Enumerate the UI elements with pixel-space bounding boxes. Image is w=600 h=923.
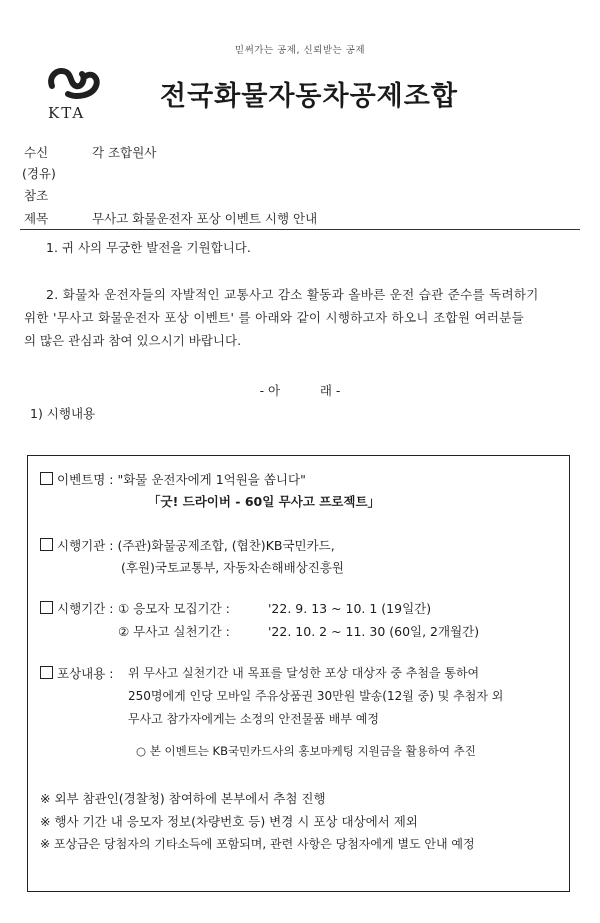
checkbox-icon: [40, 601, 53, 614]
period-1-value: '22. 9. 13 ~ 10. 1 (19일간): [268, 601, 432, 616]
section-1-heading: 1) 시행내용: [30, 406, 96, 421]
reward-line-1: 위 무사고 실천기간 내 목표를 달성한 포상 대상자 중 추첨을 통하여: [128, 666, 480, 680]
period-label: 시행기간 :: [57, 601, 114, 616]
agency-row: [40, 536, 335, 554]
organization-name: 전국화물자동차공제조합: [160, 81, 458, 112]
paragraph-2-line-2: 위한 '무사고 화물운전자 포상 이벤트' 를 아래와 같이 시행하고자 하오니 조합원 여러분들: [24, 310, 524, 325]
reward-line-3: 무사고 참가자에게는 소정의 안전물품 배부 예정: [128, 712, 379, 726]
period-2-label: ② 무사고 실천기간 :: [118, 624, 230, 639]
event-name-row: [40, 470, 306, 488]
note-3: ※ 포상금은 당첨자의 기타소득에 포함되며, 관련 사항은 당첨자에게 별도 안내 예정: [40, 837, 475, 851]
checkbox-icon: [40, 538, 53, 551]
paragraph-2-line-3: 의 많은 관심과 참여 있으시기 바랍니다.: [24, 333, 242, 348]
via-label: (경유): [22, 166, 56, 181]
checkbox-icon: [40, 666, 53, 679]
checkbox-icon: [40, 472, 53, 485]
note-1: ※ 외부 참관인(경찰청) 참여하에 본부에서 추첨 진행: [40, 791, 326, 806]
letterhead-slogan: 믿써가는 공제, 신뢰받는 공제: [234, 45, 366, 56]
subject-value: 무사고 화물운전자 포상 이벤트 시행 안내: [92, 211, 318, 226]
recipient-value: 각 조합원사: [92, 145, 157, 160]
reward-label: 포상내용 :: [57, 666, 114, 681]
reference-label: 참조: [24, 188, 49, 203]
paragraph-1: 1. 귀 사의 무궁한 발전을 기원합니다.: [46, 240, 251, 255]
reward-line-2: 250명에게 인당 모바일 주유상품권 30만원 발송(12월 중) 및 추첨자 외: [128, 689, 504, 703]
agency-line-2: (후원)국토교통부, 자동차손해배상진흥원: [121, 560, 344, 575]
below-heading: - 아 래 -: [259, 383, 341, 398]
event-project-title: 「굿! 드라이버 - 60일 무사고 프로젝트」: [148, 494, 381, 509]
note-2: ※ 행사 기간 내 응모자 정보(차량번호 등) 변경 시 포상 대상에서 제외: [40, 814, 418, 829]
logo-text: KTA: [48, 104, 86, 122]
event-name-label: 이벤트명 :: [57, 472, 114, 487]
period-2-value: '22. 10. 2 ~ 11. 30 (60일, 2개월간): [268, 624, 480, 639]
kta-logo: [46, 64, 102, 122]
paragraph-2-line-1: 2. 화물차 운전자들의 자발적인 교통사고 감소 활동과 올바른 운전 습관 준수를 독려하기: [46, 287, 539, 302]
agency-label: 시행기관 :: [57, 538, 114, 553]
period-1-label: ① 응모자 모집기간 :: [118, 601, 230, 616]
subject-label: 제목: [24, 211, 49, 226]
reward-note: ○ 본 이벤트는 KB국민카드사의 홍보마케팅 지원금을 활용하여 추진: [136, 744, 476, 758]
agency-line-1: (주관)화물공제조합, (협찬)KB국민카드,: [117, 538, 335, 553]
event-name-quote: "화물 운전자에게 1억원을 쏩니다": [117, 472, 306, 487]
period-row: [40, 599, 114, 617]
header-divider: [20, 229, 580, 230]
reward-row: [40, 664, 114, 682]
recipient-label: 수신: [24, 145, 49, 160]
kta-logo-icon: [46, 64, 102, 104]
